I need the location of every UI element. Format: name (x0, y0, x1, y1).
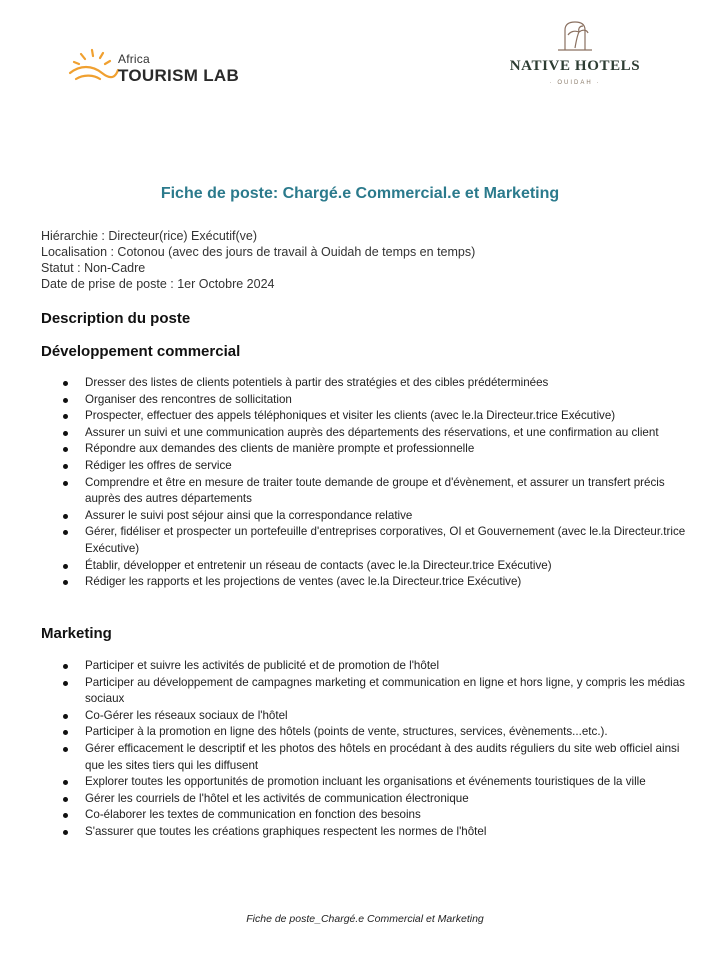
list-item-text: Gérer efficacement le descriptif et les photos des hôtels en procédant à des audits réguliers du site web officiel ainsi que les sites tiers qui les diffusent (85, 741, 680, 772)
native-hotels-logo (500, 18, 650, 90)
heading-marketing: Marketing (41, 625, 112, 642)
meta-localisation: Localisation : Cotonou (avec des jours de travail à Ouidah de temps en temps) (41, 245, 476, 259)
list-item-text: Participer au développement de campagnes marketing et communication en ligne et hors ligne, y compris les médias sociaux (85, 675, 685, 706)
list-item (0, 425, 720, 442)
bullet-icon (63, 447, 68, 452)
list-item (0, 458, 720, 475)
list-item-text: Établir, développer et entretenir un réseau de contacts (avec le.la Directeur.trice Exécutive) (85, 558, 552, 572)
list-item (0, 392, 720, 409)
list-item (0, 524, 720, 557)
developpement-list (0, 375, 720, 591)
heading-developpement: Développement commercial (41, 343, 241, 360)
list-item-text: Organiser des rencontres de sollicitation (85, 392, 292, 406)
list-item-text: S'assurer que toutes les créations graphiques respectent les normes de l'hôtel (85, 824, 487, 838)
heading-description: Description du poste (41, 310, 191, 327)
list-item-text: Gérer les courriels de l'hôtel et les activités de communication électronique (85, 791, 469, 805)
bullet-icon (63, 830, 68, 835)
bullet-icon (63, 664, 68, 669)
bullet-icon (63, 381, 68, 386)
list-item (0, 807, 720, 824)
bullet-icon (63, 431, 68, 436)
list-item-text: Assurer le suivi post séjour ainsi que la correspondance relative (85, 508, 413, 522)
sun-wave-icon (66, 46, 120, 90)
page-footer: Fiche de poste_Chargé.e Commercial et Marketing (246, 913, 484, 925)
list-item (0, 708, 720, 725)
list-item (0, 441, 720, 458)
list-item-text: Gérer, fidéliser et prospecter un portefeuille d'entreprises corporatives, OI et Gouvernement (avec le.la Directeur.trice Exécutive) (85, 525, 686, 555)
list-item (0, 675, 720, 708)
bullet-icon (63, 681, 68, 686)
bullet-icon (63, 564, 68, 569)
list-item-text: Participer à la promotion en ligne des hôtels (points de vente, structures, services, évènements...etc.). (85, 725, 608, 739)
list-item (0, 475, 720, 508)
bullet-icon (63, 514, 68, 519)
list-item-text: Explorer toutes les opportunités de promotion incluant les organisations et événements touristiques de la ville (85, 775, 646, 789)
africa-tourism-lab-logo (66, 46, 246, 90)
list-item-text: Assurer un suivi et une communication auprès des départements des réservations, et une confirmation au client (85, 425, 659, 439)
job-meta (41, 228, 475, 292)
list-item (0, 658, 720, 675)
bullet-icon (63, 780, 68, 785)
bullet-icon (63, 414, 68, 419)
list-item-text: Dresser des listes de clients potentiels à partir des stratégies et des cibles prédéterminées (85, 376, 549, 389)
list-item-text: Rédiger les offres de service (85, 458, 232, 472)
list-item-text: Comprendre et être en mesure de traiter toute demande de groupe et d'évènement, et assurer un transfert précis auprès des autres départements (85, 475, 665, 506)
list-item (0, 408, 720, 425)
list-item-text: Co-Gérer les réseaux sociaux de l'hôtel (85, 708, 288, 722)
list-item-text: Répondre aux demandes des clients de manière prompte et professionnelle (85, 442, 475, 456)
list-item (0, 791, 720, 808)
bullet-icon (63, 481, 68, 486)
meta-statut: Statut : Non-Cadre (41, 261, 146, 275)
logo-ouidah-text: · OUIDAH · (549, 80, 601, 86)
list-item (0, 558, 720, 575)
palm-tree-icon (500, 18, 650, 58)
meta-date: Date de prise de poste : 1er Octobre 2024 (41, 277, 275, 291)
list-item (0, 774, 720, 791)
page-title: Fiche de poste: Chargé.e Commercial.e et Marketing (160, 185, 560, 202)
list-item-text: Participer et suivre les activités de publicité et de promotion de l'hôtel (85, 659, 440, 672)
logo-africa-text: Africa (118, 52, 150, 66)
meta-hierarchie: Hiérarchie : Directeur(rice) Exécutif(ve) (41, 229, 258, 243)
bullet-icon (63, 714, 68, 719)
list-item-text: Co-élaborer les textes de communication en fonction des besoins (85, 808, 421, 822)
bullet-icon (63, 530, 68, 535)
marketing-list (0, 658, 720, 841)
list-item (0, 375, 720, 392)
bullet-icon (63, 398, 68, 403)
list-item (0, 824, 720, 841)
bullet-icon (63, 580, 68, 585)
bullet-icon (63, 730, 68, 735)
bullet-icon (63, 464, 68, 469)
bullet-icon (63, 797, 68, 802)
logo-native-hotels-text: NATIVE HOTELS (509, 58, 641, 74)
list-item (0, 741, 720, 774)
list-item-text: Rédiger les rapports et les projections de ventes (avec le.la Directeur.trice Exécutive) (85, 575, 522, 589)
list-item (0, 724, 720, 741)
list-item (0, 508, 720, 525)
bullet-icon (63, 747, 68, 752)
list-item-text: Prospecter, effectuer des appels téléphoniques et visiter les clients (avec le.la Directeur.trice Exécutive) (85, 409, 616, 423)
bullet-icon (63, 813, 68, 818)
logo-tourism-lab-text: TOURISM LAB (118, 66, 240, 85)
list-item (0, 574, 720, 591)
